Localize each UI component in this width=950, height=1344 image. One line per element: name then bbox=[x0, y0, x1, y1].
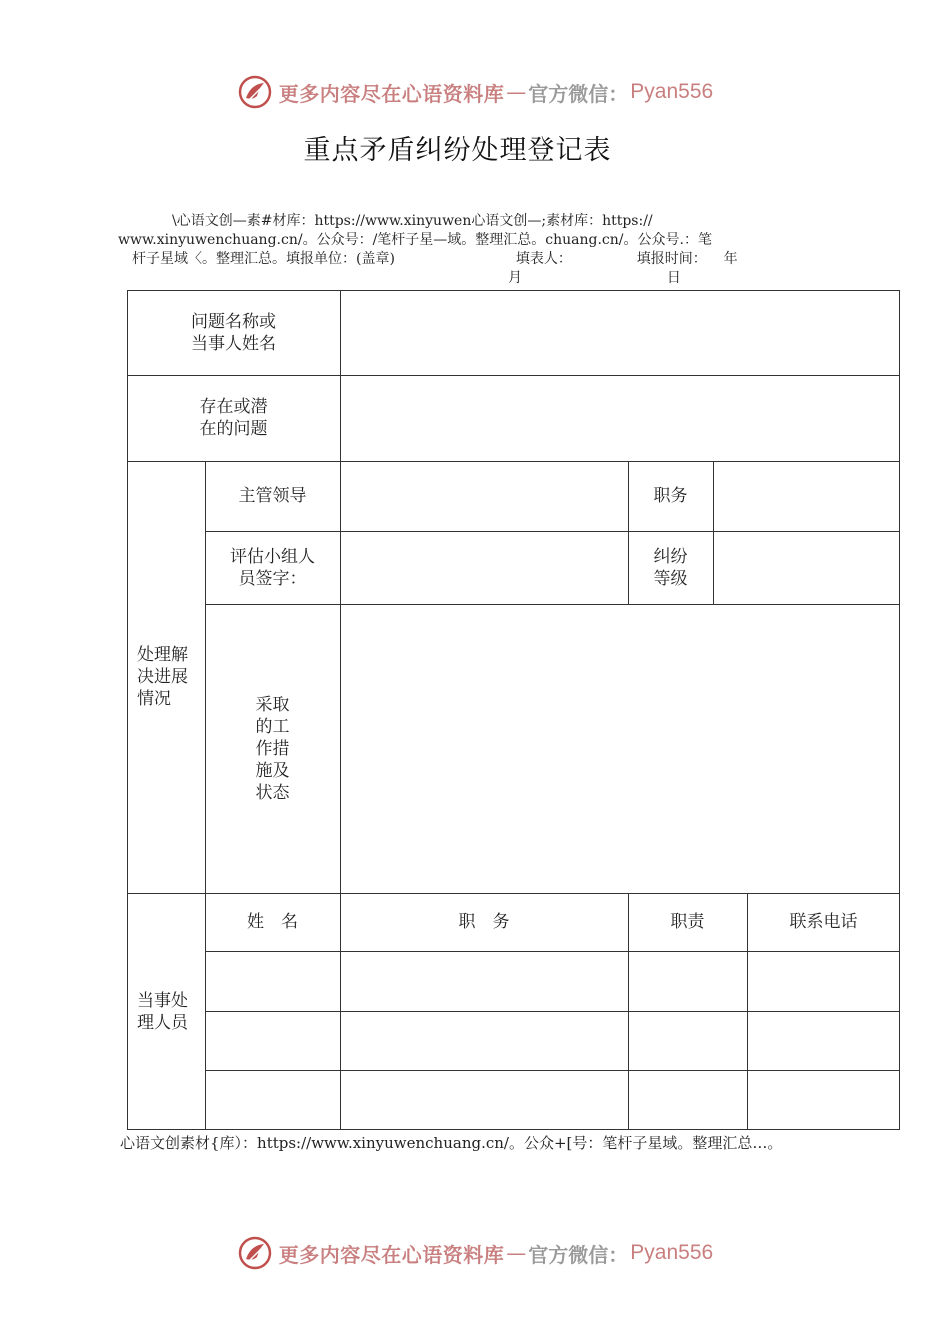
issue-name-label-text: 问题名称或当事人姓名 bbox=[191, 311, 276, 354]
info-line-1: \心语文创—素#材库：https://www.xinyuwen心语文创—;素材库：https:// bbox=[172, 213, 653, 229]
footer-text: 心语文创素材{库）：https://www.xinyuwenchuang.cn/。公众+[号：笔杆子星域。整理汇总…。 bbox=[120, 1134, 783, 1152]
col-header-position: 职 务 bbox=[458, 912, 510, 932]
col-header-phone: 联系电话 bbox=[789, 912, 858, 932]
watermark-dash: — bbox=[506, 1241, 527, 1265]
dispute-registration-table bbox=[127, 290, 900, 1130]
col-header-duty: 职责 bbox=[670, 912, 705, 932]
watermark-banner-top bbox=[0, 72, 950, 112]
existing-problem-label-text: 存在或潜在的问题 bbox=[199, 397, 268, 439]
watermark-suffix-text: 官方微信： bbox=[528, 81, 629, 106]
info-month: 月 bbox=[508, 270, 522, 286]
info-filler: 填表人： bbox=[515, 251, 572, 267]
assessment-group-label bbox=[205, 531, 340, 604]
watermark-dash: — bbox=[506, 80, 527, 104]
brand-logo-icon bbox=[237, 74, 273, 110]
parties-section-label bbox=[137, 893, 201, 1130]
info-fill-unit: 杆子星域〈。整理汇总。填报单位：(盖章) bbox=[132, 251, 395, 267]
parties-section-label-text: 当事处理人员 bbox=[137, 990, 188, 1033]
info-line-4 bbox=[118, 269, 808, 288]
col-divider bbox=[340, 290, 341, 1130]
info-line-2: www.xinyuwenchuang.cn/。公众号：/笔杆子星—域。整理汇总。chuang.cn/。公众号.：笔 bbox=[118, 232, 712, 248]
supervisor-label: 主管领导 bbox=[238, 486, 307, 506]
row-divider bbox=[205, 951, 900, 952]
row-divider bbox=[205, 1070, 900, 1071]
page-title: 重点矛盾纠纷处理登记表 bbox=[303, 135, 612, 166]
table-border-right bbox=[899, 290, 900, 1130]
info-line-3 bbox=[118, 250, 808, 269]
watermark-wechat-id: Pyan556 bbox=[630, 1241, 714, 1264]
position-label: 职务 bbox=[653, 486, 688, 506]
row-divider bbox=[205, 1011, 900, 1012]
measures-label-text: 采取的工作措施及状态 bbox=[255, 694, 290, 803]
table-border-bottom bbox=[127, 1129, 900, 1130]
dispute-level-label bbox=[628, 531, 713, 604]
dispute-level-label-text: 纠纷等级 bbox=[653, 546, 688, 589]
watermark-suffix-text: 官方微信： bbox=[528, 1242, 629, 1267]
brand-logo-icon bbox=[237, 1235, 273, 1271]
info-year: 年 bbox=[723, 251, 738, 267]
watermark-banner-bottom bbox=[0, 1233, 950, 1273]
handling-section-label-text: 处理解决进展情况 bbox=[137, 645, 188, 709]
watermark-main-text: 更多内容尽在心语资料库 bbox=[278, 81, 505, 106]
issue-name-label bbox=[127, 290, 340, 375]
info-day: 日 bbox=[666, 270, 681, 286]
handling-section-label bbox=[137, 461, 201, 893]
existing-problem-label bbox=[127, 375, 340, 461]
assessment-group-label-text: 评估小组人员签字： bbox=[230, 546, 315, 589]
col-divider bbox=[713, 461, 714, 604]
col-header-name: 姓 名 bbox=[247, 912, 298, 932]
measures-label bbox=[205, 604, 340, 893]
watermark-main-text: 更多内容尽在心语资料库 bbox=[278, 1242, 505, 1267]
watermark-wechat-id: Pyan556 bbox=[630, 80, 714, 103]
form-header-info bbox=[118, 212, 808, 288]
info-fill-time: 填报时间： bbox=[636, 251, 707, 267]
